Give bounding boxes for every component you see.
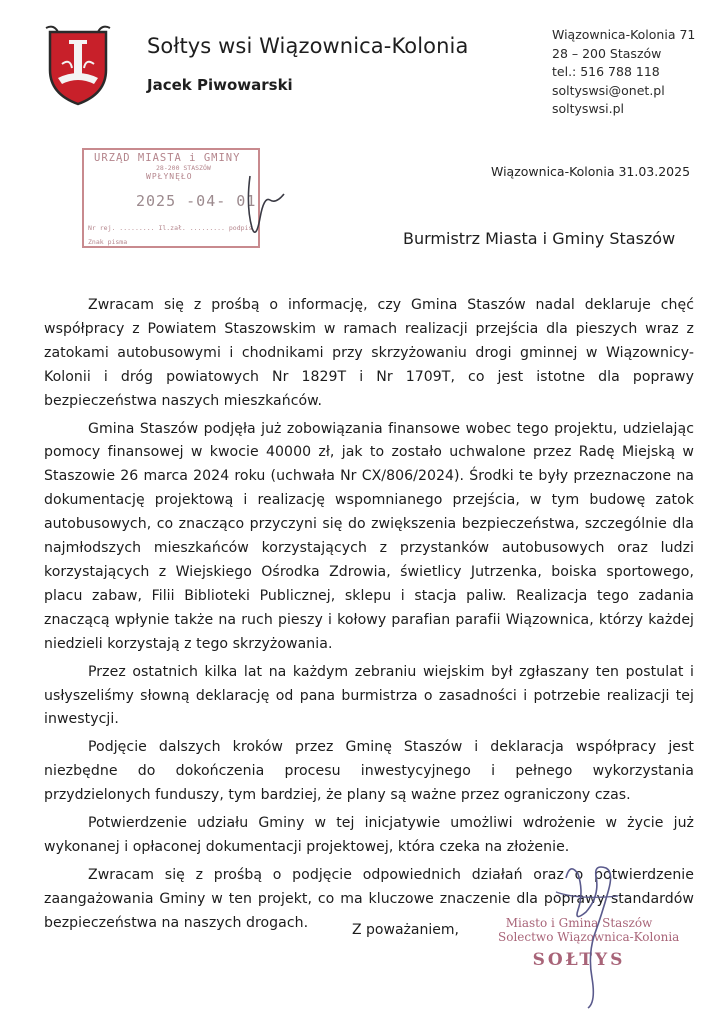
- letter-body: [44, 294, 694, 940]
- address-email: soltyswsi@onet.pl: [552, 82, 665, 98]
- coat-of-arms-icon: [44, 22, 112, 106]
- stamp-date: 2025 -04- 01: [136, 192, 257, 210]
- address-block: [552, 26, 695, 119]
- address-street: Wiązownica-Kolonia 71: [552, 27, 696, 42]
- paragraph: Przez ostatnich kilka lat na każdym zebraniu wiejskim był zgłaszany ten postulat i usłyszeliśmy słowną deklarację od pana burmistrza o zasadności i potrzebie realizacji tej inwestycji.: [44, 663, 694, 728]
- address-postal: 28 – 200 Staszów: [552, 45, 662, 61]
- stamp-office: URZĄD MIASTA i GMINY: [94, 152, 241, 164]
- stamp-signature-icon: [236, 166, 292, 244]
- address-phone: tel.: 516 788 118: [552, 64, 660, 80]
- header-name: Jacek Piwowarski: [147, 76, 293, 94]
- handwritten-signature-icon: [548, 852, 648, 1012]
- paragraph: Zwracam się z prośbą o podjęcie odpowiednich działań oraz o potwierdzenie zaangażowania Gminy w ten projekt, co ma kluczowe znaczenie dla poprawy standardów bezpieczeństwa na naszych drogach.: [44, 866, 694, 931]
- letter-date: Wiązownica-Kolonia 31.03.2025: [491, 164, 691, 179]
- paragraph: Gmina Staszów podjęła już zobowiązania finansowe wobec tego projektu, udzielając pomocy finansowej w kwocie 40000 zł, jak to zostało uchwalone przez Radę Miejską w Staszowie 26 marca 2024 roku (uchwała Nr CX/806/2024). Środki te były przeznaczone na dokumentację projektową i realizację wspomnianego przejścia, w tym budowę zatok autobusowych, co znacząco przyczyni się do zwiększenia bezpieczeństwa, szczególnie dla najmłodszych mieszkańców korzystających z przystanków autobusowych oraz ludzi korzystających z Wiejskiego Ośrodka Zdrowia, świetlicy Jutrzenka, boiska sportowego, placu zabaw, Filii Biblioteki Publicznej, sklepu i stacja paliw. Realizacja tego zadania znaczącą wpłynie także na ruch pieszy i kołowy parafian parafii Wiązownica, którzy każdej niedzieli korzystają z tego skrzyżowania.: [44, 420, 694, 652]
- seal-line-2: Solectwo Wiązownica-Kolonia: [498, 930, 680, 944]
- recipient: Burmistrz Miasta i Gminy Staszów: [403, 229, 676, 248]
- paragraph: Potwierdzenie udziału Gminy w tej inicjatywie umożliwi wdrożenie w życie już wykonanej i opłaconej dokumentacji projektowej, która czeka na złożenie.: [44, 815, 694, 855]
- stamp-postal: 28-200 STASZÓW: [156, 164, 211, 172]
- closing: Z poważaniem,: [352, 922, 459, 938]
- paragraph: Zwracam się z prośbą o informację, czy Gmina Staszów nadal deklaruje chęć współpracy z Powiatem Staszowskim w ramach realizacji przejścia dla pieszych wraz z zatokami autobusowymi i chodnikami przy skrzyżowaniu drogi gminnej w Wiązownicy-Kolonii i dróg powiatowych Nr 1829T i Nr 1709T, co jest istotne dla poprawy bezpieczeństwa naszych mieszkańców.: [44, 297, 694, 409]
- stamp-received: WPŁYNĘŁO: [146, 172, 193, 181]
- stamp-sign-field: Znak pisma: [88, 238, 128, 246]
- paragraph: Podjęcie dalszych kroków przez Gminę Staszów i deklaracja współpracy jest niezbędne do dokończenia procesu inwestycyjnego i pełnego wykorzystania przydzielonych funduszy, tym bardziej, że plany są ważne przez ograniczony czas.: [44, 739, 694, 804]
- stamp-fields: Nr rej. ......... Il.zał. ......... podpis: [88, 224, 253, 232]
- address-website: soltyswsi.pl: [552, 101, 625, 117]
- seal-line-1: Miasto i Gmina Staszów: [505, 916, 653, 930]
- seal-line-3: SOŁTYS: [532, 950, 626, 970]
- header-title: Sołtys wsi Wiązownica-Kolonia: [147, 34, 469, 58]
- received-stamp: [82, 148, 260, 248]
